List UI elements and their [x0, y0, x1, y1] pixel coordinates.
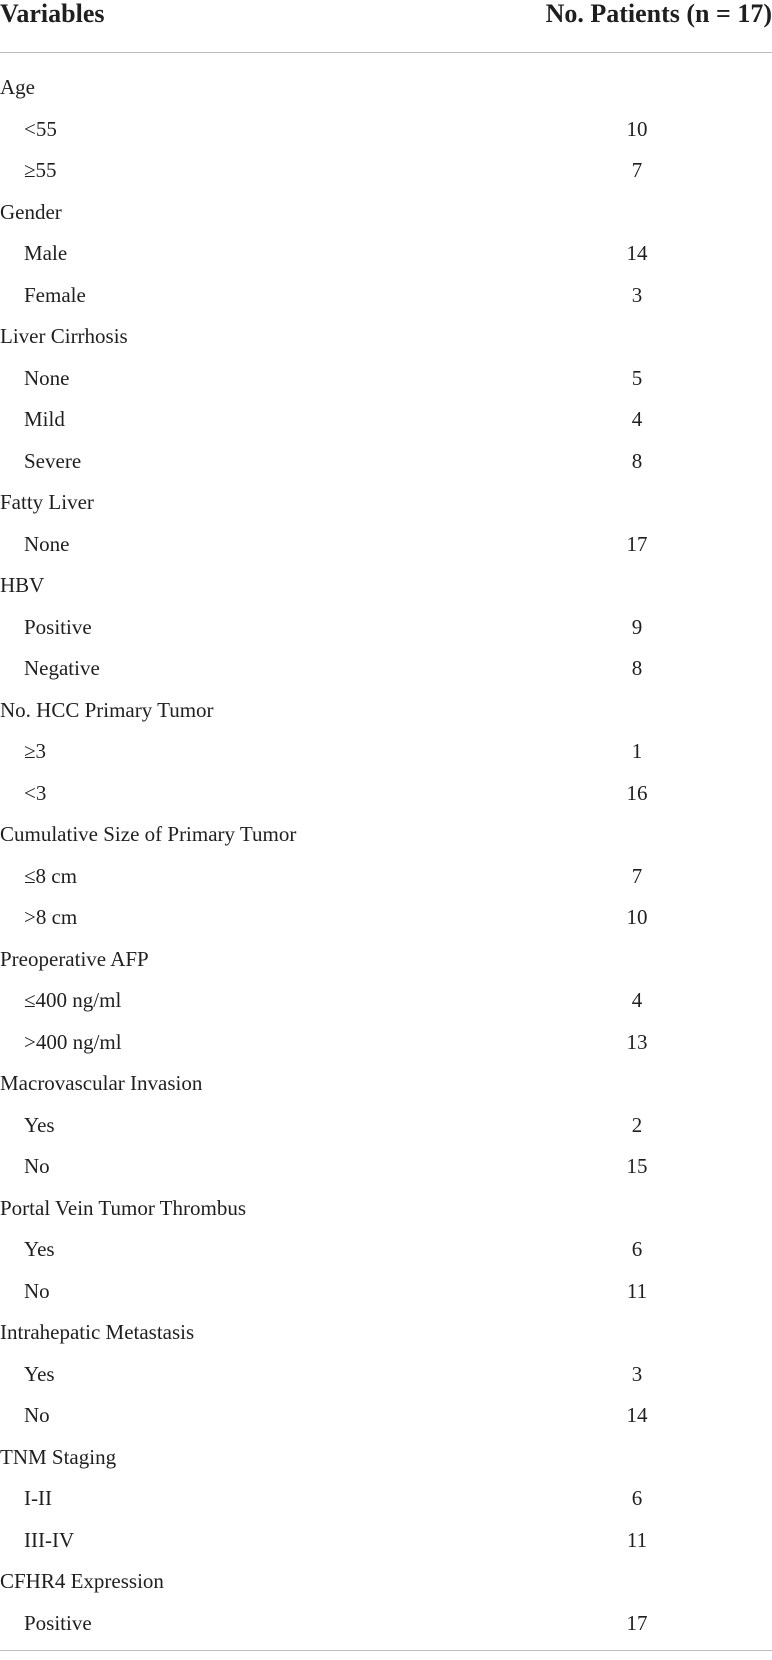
- patient-count: 1: [631, 739, 643, 763]
- table-row: [0, 109, 772, 151]
- patient-count: 17: [626, 1610, 648, 1635]
- category-label: Yes: [24, 1112, 55, 1137]
- category-label: ≥3: [24, 739, 47, 763]
- group-heading-row: [0, 316, 772, 358]
- category-label: ≤400 ng/ml: [24, 988, 122, 1012]
- table-row: [0, 1105, 772, 1147]
- category-label: <55: [24, 116, 57, 141]
- category-label: No: [24, 1154, 50, 1178]
- group-heading: TNM Staging: [0, 1444, 117, 1469]
- table-row: [0, 150, 772, 192]
- patient-count: 7: [631, 863, 643, 888]
- category-label: Positive: [24, 614, 92, 639]
- group-heading: CFHR4 Expression: [0, 1569, 164, 1593]
- group-heading: Fatty Liver: [0, 490, 94, 514]
- patient-count: 11: [626, 1527, 648, 1552]
- category-label: Severe: [24, 448, 82, 473]
- patient-count: 10: [626, 905, 648, 929]
- category-label: >8 cm: [24, 905, 78, 929]
- group-heading: Portal Vein Tumor Thrombus: [0, 1195, 247, 1220]
- patient-count: 9: [631, 614, 643, 639]
- category-label: No: [24, 1278, 50, 1303]
- group-heading-row: [0, 1561, 772, 1603]
- patient-count: 8: [631, 656, 643, 680]
- table-row: [0, 731, 772, 773]
- patient-count: 3: [631, 282, 643, 307]
- table-row: [0, 856, 772, 898]
- category-label: Yes: [24, 1361, 55, 1386]
- table-row: [0, 233, 772, 275]
- category-label: >400 ng/ml: [24, 1029, 122, 1054]
- table-row: [0, 773, 772, 815]
- group-heading-row: [0, 1437, 772, 1479]
- table-row: [0, 1395, 772, 1437]
- group-heading-row: [0, 939, 772, 981]
- patient-count: 4: [631, 407, 643, 431]
- patient-count: 8: [631, 448, 643, 473]
- table-row: [0, 1520, 772, 1562]
- table-header: [0, 0, 772, 52]
- patient-count: 10: [626, 116, 648, 141]
- group-heading-row: [0, 565, 772, 607]
- group-heading-row: [0, 192, 772, 234]
- patient-count: 2: [631, 1112, 643, 1137]
- patient-count: 15: [626, 1154, 648, 1178]
- table-row: [0, 1271, 772, 1313]
- category-label: No: [24, 1403, 50, 1427]
- table-row: [0, 399, 772, 441]
- table-row: [0, 1022, 772, 1064]
- patient-count: 16: [626, 780, 648, 805]
- patient-count: 3: [631, 1361, 643, 1386]
- category-label: I-II: [24, 1486, 52, 1510]
- category-label: None: [24, 531, 70, 556]
- table-row: [0, 897, 772, 939]
- group-heading: HBV: [0, 573, 45, 597]
- table-body: [0, 53, 772, 1644]
- patient-count: 6: [631, 1237, 643, 1261]
- table-row: [0, 1146, 772, 1188]
- patient-count: 7: [631, 158, 643, 182]
- group-heading: Preoperative AFP: [0, 946, 149, 971]
- category-label: Positive: [24, 1610, 92, 1635]
- group-heading-row: [0, 814, 772, 856]
- group-heading: Intrahepatic Metastasis: [0, 1320, 195, 1344]
- group-heading: Cumulative Size of Primary Tumor: [0, 822, 297, 846]
- group-heading-row: [0, 1312, 772, 1354]
- table-row: [0, 358, 772, 400]
- table-row: [0, 1478, 772, 1520]
- category-label: Male: [24, 241, 68, 265]
- category-label: Female: [24, 282, 86, 307]
- footer-divider: [0, 1650, 772, 1651]
- header-patients: No. Patients (n = 17): [545, 0, 772, 28]
- category-label: Mild: [24, 407, 65, 431]
- patient-count: 17: [626, 531, 648, 556]
- category-label: <3: [24, 780, 47, 805]
- table-row: [0, 980, 772, 1022]
- patient-count: 14: [626, 1403, 648, 1427]
- group-heading: No. HCC Primary Tumor: [0, 697, 214, 722]
- group-heading: Liver Cirrhosis: [0, 324, 128, 348]
- header-variables: Variables: [0, 0, 105, 28]
- group-heading: Macrovascular Invasion: [0, 1071, 203, 1095]
- group-heading: Gender: [0, 199, 62, 224]
- group-heading-row: [0, 1063, 772, 1105]
- patient-count: 4: [631, 988, 643, 1012]
- group-heading-row: [0, 690, 772, 732]
- patient-count: 5: [631, 365, 643, 390]
- patient-count: 14: [626, 241, 648, 265]
- table-row: [0, 607, 772, 649]
- patient-count: 11: [626, 1278, 648, 1303]
- table-row: [0, 1229, 772, 1271]
- category-label: Yes: [24, 1237, 55, 1261]
- patient-count: 13: [626, 1029, 648, 1054]
- table-row: [0, 441, 772, 483]
- group-heading-row: [0, 67, 772, 109]
- table-row: [0, 648, 772, 690]
- table-row: [0, 524, 772, 566]
- table-row: [0, 1354, 772, 1396]
- category-label: ≥55: [24, 158, 57, 182]
- category-label: None: [24, 365, 70, 390]
- category-label: ≤8 cm: [24, 863, 77, 888]
- table-row: [0, 275, 772, 317]
- group-heading-row: [0, 482, 772, 524]
- table-row: [0, 1603, 772, 1645]
- patient-count: 6: [631, 1486, 643, 1510]
- group-heading: Age: [0, 75, 35, 99]
- category-label: Negative: [24, 656, 100, 680]
- category-label: III-IV: [24, 1527, 75, 1552]
- group-heading-row: [0, 1188, 772, 1230]
